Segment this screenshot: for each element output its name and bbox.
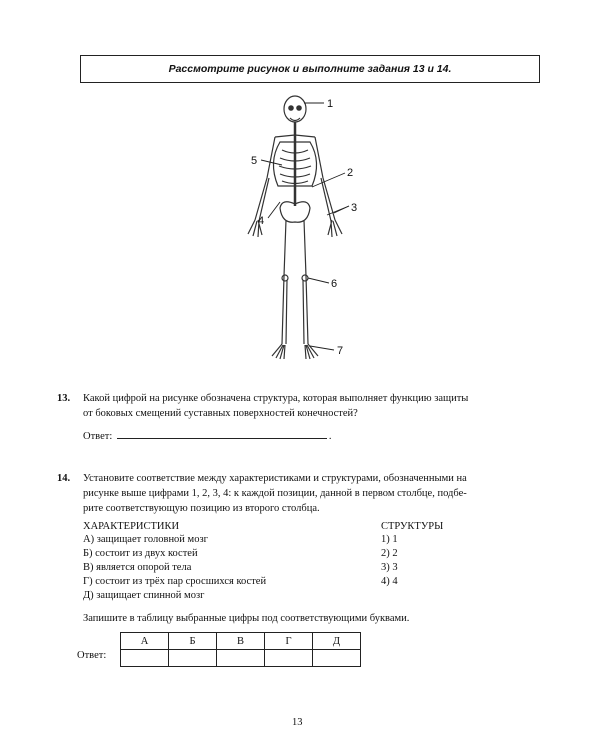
- answer-table-letter: А: [121, 633, 169, 650]
- q13-line2: от боковых смещений суставных поверхностей конечностей?: [83, 408, 358, 419]
- characteristic-item: Г) состоит из трёх пар сросшихся костей: [83, 576, 267, 587]
- figure-label-3: 3: [351, 202, 358, 214]
- q14-answer-label: Ответ:: [77, 650, 107, 661]
- characteristic-item: Б) состоит из двух костей: [83, 548, 198, 559]
- figure-label-2: 2: [347, 167, 354, 179]
- structures-header: СТРУКТУРЫ: [381, 521, 444, 532]
- q14-instruction: Запишите в таблицу выбранные цифры под соответствующими буквами.: [83, 613, 410, 624]
- characteristic-item: Д) защищает спинной мозг: [83, 590, 205, 601]
- answer-cell-d[interactable]: [313, 650, 361, 667]
- q13-answer-end: .: [328, 431, 332, 442]
- answer-table-letter: Б: [169, 633, 217, 650]
- q14-number: 14.: [57, 473, 71, 484]
- answer-cell-g[interactable]: [265, 650, 313, 667]
- figure-label-6: 6: [331, 278, 338, 290]
- answer-cell-v[interactable]: [217, 650, 265, 667]
- page-number: 13: [292, 717, 303, 728]
- structure-item: 2) 2: [381, 548, 398, 559]
- characteristic-item: В) является опорой тела: [83, 562, 192, 573]
- figure-label-5: 5: [251, 155, 258, 167]
- q14-line3: рите соответствующую позицию из второго столбца.: [83, 503, 320, 514]
- figure-label-7: 7: [337, 345, 344, 357]
- q13-answer-row: [83, 428, 331, 444]
- figure-label-1: 1: [327, 98, 334, 110]
- q14-line2: рисунке выше цифрами 1, 2, 3, 4: к каждой позиции, данной в первом столбце, подбе-: [83, 488, 467, 499]
- q13-number: 13.: [57, 393, 71, 404]
- task-header-text: Рассмотрите рисунок и выполните задания 13 и 14.: [168, 63, 452, 75]
- skull-shape: [284, 96, 306, 122]
- structure-item: 1) 1: [381, 534, 398, 545]
- task-header-box: [80, 55, 540, 83]
- q14-answer-table: [120, 632, 361, 667]
- structure-item: 4) 4: [381, 576, 398, 587]
- answer-cell-b[interactable]: [169, 650, 217, 667]
- q13-answer-field[interactable]: [117, 428, 327, 439]
- answer-table-header-row: [121, 633, 361, 650]
- q13-line1: Какой цифрой на рисунке обозначена структура, которая выполняет функцию защиты: [83, 393, 469, 404]
- answer-table-letter: Г: [265, 633, 313, 650]
- answer-table-letter: Д: [313, 633, 361, 650]
- structure-item: 3) 3: [381, 562, 398, 573]
- q14-line1: Установите соответствие между характеристиками и структурами, обозначенными на: [83, 473, 467, 484]
- answer-table-letter: В: [217, 633, 265, 650]
- characteristics-header: ХАРАКТЕРИСТИКИ: [83, 521, 180, 532]
- figure-label-4: 4: [258, 215, 265, 227]
- characteristic-item: А) защищает головной мозг: [83, 534, 208, 545]
- q13-answer-label: Ответ:: [83, 431, 113, 442]
- skeleton-figure: [220, 90, 360, 370]
- answer-table-input-row: [121, 650, 361, 667]
- answer-cell-a[interactable]: [121, 650, 169, 667]
